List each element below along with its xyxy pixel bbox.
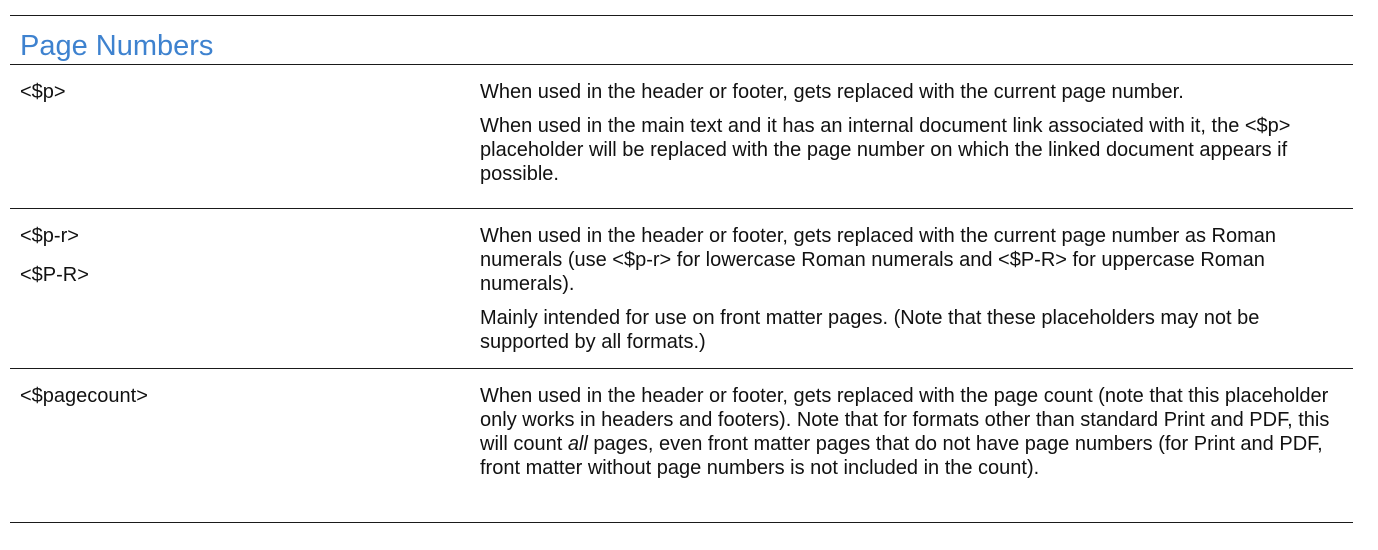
term-cell xyxy=(10,80,480,208)
emphasized-text: all xyxy=(567,433,588,455)
description-paragraph: Mainly intended for use on front matter pages. (Note that these placeholders may not be supported by all formats.) xyxy=(480,307,1260,353)
description-paragraph: When used in the header or footer, gets replaced with the current page number. xyxy=(480,81,1184,103)
section-title: Page Numbers xyxy=(10,16,1353,65)
term-cell xyxy=(10,384,480,522)
description-cell xyxy=(480,224,1353,368)
text-run: pages, even front matter pages that do not have page numbers (for Print and PDF, front matter without page numbers is not included in the count). xyxy=(480,433,1323,479)
table-row xyxy=(10,209,1353,369)
placeholder-term: <$P-R> xyxy=(20,264,89,286)
description-paragraph xyxy=(480,384,1349,480)
description-paragraph: When used in the main text and it has an internal document link associated with it, the <$p> placeholder will be replaced with the page number on which the linked document appears if possible. xyxy=(480,115,1291,185)
placeholder-term: <$pagecount> xyxy=(20,385,148,407)
placeholder-term: <$p> xyxy=(20,81,66,103)
description-paragraph: When used in the header or footer, gets replaced with the current page number as Roman numerals (use <$p-r> for lowercase Roman numerals and <$P-R> for uppercase Roman numerals). xyxy=(480,225,1277,295)
placeholder-term: <$p-r> xyxy=(20,225,79,247)
table-row xyxy=(10,369,1353,523)
description-cell xyxy=(480,80,1353,208)
term-cell xyxy=(10,224,480,368)
table-row xyxy=(10,65,1353,209)
text-run: When used in the header or footer, gets replaced with the page count (note that this placeholder only works in headers and footers). Note that for formats other than standard Print and PDF, this will count xyxy=(480,385,1330,455)
placeholder-reference-page xyxy=(10,15,1353,523)
description-cell xyxy=(480,384,1353,522)
